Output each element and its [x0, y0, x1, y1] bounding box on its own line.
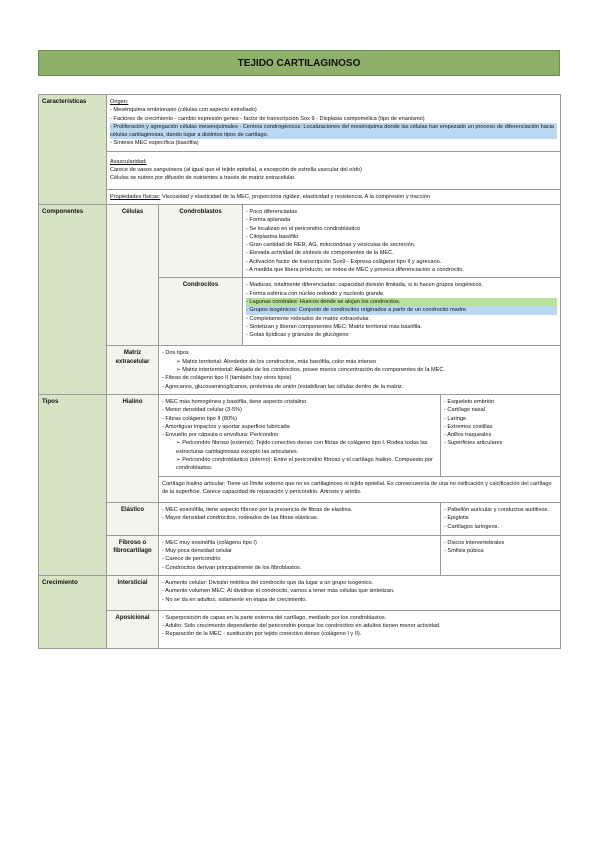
avascularidad-cell	[107, 151, 561, 189]
list-item: ➢ Pericondrio condroblástico (interno): Entre el pericondrio fibroso y el cartílago hialino. Compuesto por condroblastos.	[176, 456, 433, 472]
list-item: - Se localizan en el pericondrio condroblástico	[246, 225, 361, 232]
origen-line: - Mesénquima embrionario (células con aspecto estrellado)	[110, 107, 257, 114]
list-item: - Epiglotis	[444, 515, 469, 522]
avasc-title: Avascularidad:	[110, 158, 147, 165]
list-item: - Cartílagos laríngeos.	[444, 523, 500, 530]
list-item: - Esqueleto embrión	[444, 398, 495, 405]
list-item: - Superposición de capas en la parte externa del cartílago, mediado por los condroblastos.	[162, 614, 387, 621]
articular-cell	[159, 476, 561, 503]
list-item: - Sínfisis púbica	[444, 548, 484, 555]
celulas-label: Células	[107, 204, 159, 345]
list-item: - Gotas lipídicas y gránulos de glucógeno	[246, 332, 349, 339]
matriz-cell	[159, 346, 561, 394]
intersticial-cell	[159, 575, 561, 610]
list-item: - Menor densidad celular (3-5%)	[162, 407, 242, 414]
list-item: - Mayor densidad condrocitos, rodeados de las fibras elásticas.	[162, 515, 319, 522]
list-item: - Extremos costillas	[444, 423, 493, 430]
condrocitos-cell	[243, 278, 561, 346]
row-intersticial	[39, 575, 561, 610]
list-item: - Activación factor de transcripción Sox9 - Expresa colágeno tipo II y agrecano.	[246, 258, 442, 265]
hialino-label: Hialino	[107, 394, 159, 502]
aposicional-label: Aposicional	[107, 610, 159, 648]
section-caracteristicas: Características	[39, 95, 107, 205]
condroblastos-cell	[243, 204, 561, 277]
list-item: - Citoplasma basófilo	[246, 233, 299, 240]
list-item: ➢ Pericondrio fibroso (externo): Tejido conectivo denso con fibras de colágeno tipo I. Rodea todas las estructuras cartilaginosas excepto las articulares.	[176, 440, 428, 455]
list-item: - Anillos traqueales	[444, 432, 492, 439]
prop-title: Propiedades físicas:	[110, 193, 161, 200]
fibro-cell	[159, 535, 441, 575]
articular-text: Cartílago hialino articular: Tiene un límite externo que no es cartilaginoso ni tejido epitelial. Es consecuencia de una no osificación y calcificación del cartílago de la superficie. Carece capacidad de reparación y pericondrio. Artrosis y artritis.	[162, 480, 552, 495]
list-item: - Carece de pericondrio	[162, 556, 221, 563]
list-item: - Dos tipos	[162, 350, 189, 357]
list-item: - A medida que libera producto, se rodea de MEC y provoca diferenciación a condrocito.	[246, 267, 464, 274]
page-title: TEJIDO CARTILAGINOSO	[38, 50, 560, 76]
row-matriz	[39, 346, 561, 394]
list-item: - Poco diferenciadas	[246, 208, 297, 215]
summary-table	[38, 94, 561, 649]
list-item: ➢ Matriz interterritorial: Alejada de los condrocitos, posee menos concentración de componentes de la MEC.	[176, 367, 445, 374]
origen-title: Origen:	[110, 99, 129, 105]
origen-cell	[107, 95, 561, 152]
condroblastos-label: Condroblastos	[159, 204, 243, 277]
list-item: - No se da en adultos, solamente en etapa de crecimiento.	[162, 596, 307, 603]
list-item: - Pabellón auricular y conductos auditivos.	[444, 507, 549, 514]
matriz-label: Matriz extracelular	[107, 346, 159, 394]
row-condroblastos	[39, 204, 561, 277]
intersticial-label: Intersticial	[107, 575, 159, 610]
list-item: - Elevada actividad de síntesis de componentes de la MEC.	[246, 250, 394, 257]
elastico-locations	[441, 503, 561, 536]
list-item: - Grupos isogénicos: Conjunto de condrocitos originados a partir de un condrocito madre.	[246, 306, 557, 314]
list-item: - Laringe	[444, 415, 467, 422]
fibro-label: Fibroso o fibrocartílago	[107, 535, 159, 575]
avasc-line: Carece de vasos sanguíneos (al igual que el tejido epitelial, a excepción de estrella vascular del oído)	[110, 167, 362, 174]
list-item: - Aumento celular: División mitótica del condrocito que da lugar a un grupo isogénico.	[162, 579, 374, 586]
list-item: - Adulto: Solo crecimiento dependiente del pericondrio porque los condrocitos en adultos tienen menor actividad.	[162, 623, 441, 630]
hialino-cell	[159, 394, 441, 476]
list-item: - Forma esférica con núcleo redondo y nucleolo grande.	[246, 290, 385, 297]
list-item: - Fibras colágeno tipo II (80%)	[162, 415, 237, 422]
list-item: - MEC más homogénea y basófila, tiene aspecto cristalino.	[162, 398, 308, 405]
list-item: - MEC muy eosinófila (colágeno tipo I)	[162, 539, 257, 546]
origen-line: - Factores de crecimiento - cambio expresión genes - factor de transcripción Sox 9 - Displasia campomélica (tipo de enanismo)	[110, 115, 425, 122]
list-item: - Agrecanos, glucosaminoglicanos, proteínas de unión (estabilizan las células dentro de la matriz.	[162, 383, 404, 390]
list-item: - Sintetizan y liberan componentes MEC: Matriz territorial más basófila.	[246, 323, 422, 330]
list-item: - Forma aplanada	[246, 217, 291, 224]
list-item: - Maduras, totalmente diferenciadas: capacidad división limitada, si lo hacen grupos isogénicos.	[246, 282, 483, 289]
list-item: - Superficies articulares	[444, 440, 503, 447]
origen-line: - Síntesis MEC específica (basófila)	[110, 140, 199, 147]
row-aposicional	[39, 610, 561, 648]
list-item: - Muy poca densidad celular	[162, 548, 232, 555]
row-origen	[39, 95, 561, 152]
origen-line: - Proliferación y agregación células mesenquimales - Centros condrogénicos: Localizaciones del mesénquima donde las células han empezado un proceso de diferenciación hacia células cartilaginosas, dando lugar a distintos tipos de cartílago.	[110, 123, 557, 140]
elastico-label: Elástico	[107, 503, 159, 536]
list-item: - MEC eosinófila, tiene aspecto fibroso por la presencia de fibras de elastina.	[162, 507, 353, 514]
list-item: - Envuelto por cápsula o envoltura: Pericondrio	[162, 432, 279, 439]
list-item: - Amortiguar impactos y aportar superficie lubricada	[162, 423, 290, 430]
list-item: ➢ Matriz territorial: Alrededor de los condrocitos, más basófila, color más intenso	[176, 358, 376, 365]
section-componentes: Componentes	[39, 204, 107, 394]
row-avascularidad	[39, 151, 561, 189]
avasc-line: Células se nutren por difusión de nutrientes a través de matriz extracelular.	[110, 175, 296, 182]
aposicional-cell	[159, 610, 561, 648]
list-item: - Condrocitos derivan principalmente de los fibroblastos.	[162, 564, 302, 571]
list-item: - Gran cantidad de RER, AG, mitocondrias y vesículas de secreción.	[246, 242, 416, 249]
condrocitos-label: Condrocitos	[159, 278, 243, 346]
row-propiedades	[39, 189, 561, 204]
list-item: - Discos intervertebrales	[444, 539, 505, 546]
section-tipos: Tipos	[39, 394, 107, 575]
list-item: - Cartílago nasal	[444, 407, 486, 414]
prop-text: Viscosidad y elasticidad de la MEC, proporciona rigidez, elasticidad y resistencia. A la compresión y tracción	[161, 193, 430, 200]
elastico-cell	[159, 503, 441, 536]
list-item: - Aumento volumen MEC: Al dividirse el condrocito, vamos a tener más células que sintetizan.	[162, 588, 395, 595]
hialino-locations	[441, 394, 561, 476]
row-hialino	[39, 394, 561, 476]
section-crecimiento: Crecimiento	[39, 575, 107, 648]
list-item: - Reparación de la MEC - sustitución por tejido conectivo denso (colágeno I y II).	[162, 631, 362, 638]
propiedades-cell	[107, 189, 561, 204]
list-item: - Lagunas condrales: Huecos donde se alojan los condrocitos.	[246, 298, 557, 306]
row-elastico	[39, 503, 561, 536]
list-item: - Fibras de colágeno tipo II (también hay otros tipos)	[162, 375, 292, 382]
row-fibro	[39, 535, 561, 575]
list-item: - Completamente rodeados de matriz extracelular.	[246, 315, 371, 322]
fibro-locations	[441, 535, 561, 575]
